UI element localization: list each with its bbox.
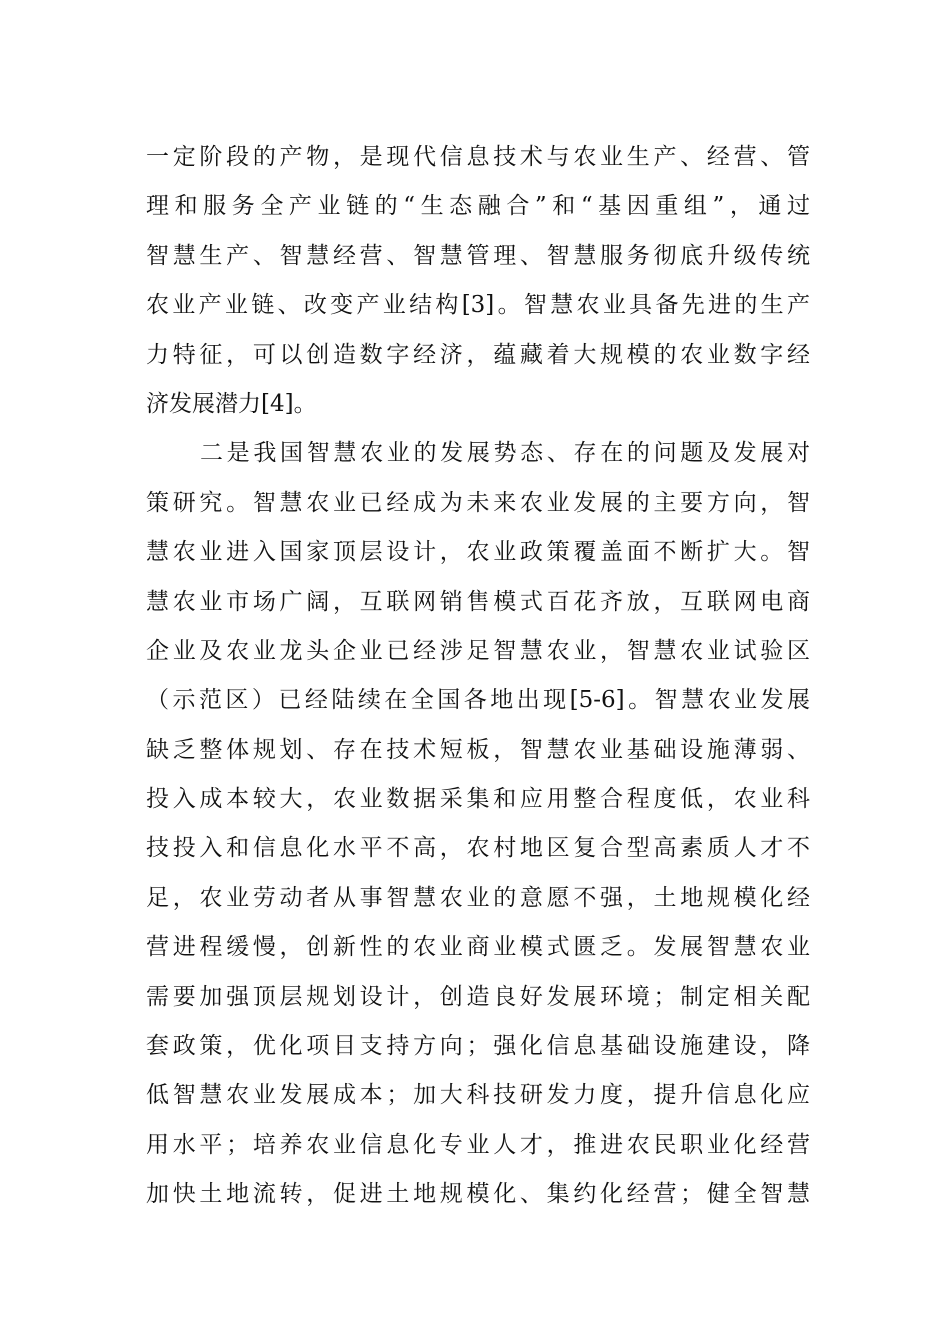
text-line: 营进程缓慢，创新性的农业商业模式匮乏。发展智慧农业 [146, 934, 810, 961]
text-line: 投入成本较大，农业数据采集和应用整合程度低，农业科 [146, 786, 810, 813]
text-line: 一定阶段的产物，是现代信息技术与农业生产、经营、管 [146, 144, 810, 170]
text-line: 力特征，可以创造数字经济，蕴藏着大规模的农业数字经 [146, 341, 810, 368]
text-line: 足，农业劳动者从事智慧农业的意愿不强，土地规模化经 [146, 884, 810, 911]
text-line: 策研究。智慧农业已经成为未来农业发展的主要方向，智 [146, 489, 810, 516]
paragraph-2 [146, 429, 810, 1219]
text-line: 用水平；培养农业信息化专业人才，推进农民职业化经营 [146, 1131, 810, 1158]
body-text [146, 133, 810, 1220]
text-line: 济发展潜力[4]。 [146, 390, 317, 417]
text-line: 需要加强顶层规划设计，创造良好发展环境；制定相关配 [146, 983, 810, 1010]
text-line: 加快土地流转，促进土地规模化、集约化经营；健全智慧 [146, 1181, 810, 1208]
text-line: 理和服务全产业链的“生态融合”和“基因重组”，通过 [146, 193, 810, 220]
text-line: 套政策，优化项目支持方向；强化信息基础设施建设，降 [146, 1033, 810, 1060]
text-line: 企业及农业龙头企业已经涉足智慧农业，智慧农业试验区 [146, 637, 810, 664]
paragraph-1 [146, 133, 810, 429]
text-line: （示范区）已经陆续在全国各地出现[5-6]。智慧农业发展 [146, 687, 810, 714]
text-line: 智慧生产、智慧经营、智慧管理、智慧服务彻底升级传统 [146, 242, 810, 269]
text-line: 慧农业进入国家顶层设计，农业政策覆盖面不断扩大。智 [146, 539, 810, 566]
text-line: 技投入和信息化水平不高，农村地区复合型高素质人才不 [146, 835, 810, 862]
text-line: 缺乏整体规划、存在技术短板，智慧农业基础设施薄弱、 [146, 736, 810, 763]
text-line: 农业产业链、改变产业结构[3]。智慧农业具备先进的生产 [146, 292, 810, 319]
text-line: 二是我国智慧农业的发展势态、存在的问题及发展对 [200, 440, 810, 467]
text-line: 慧农业市场广阔，互联网销售模式百花齐放，互联网电商 [146, 588, 810, 615]
text-line: 低智慧农业发展成本；加大科技研发力度，提升信息化应 [146, 1082, 810, 1109]
